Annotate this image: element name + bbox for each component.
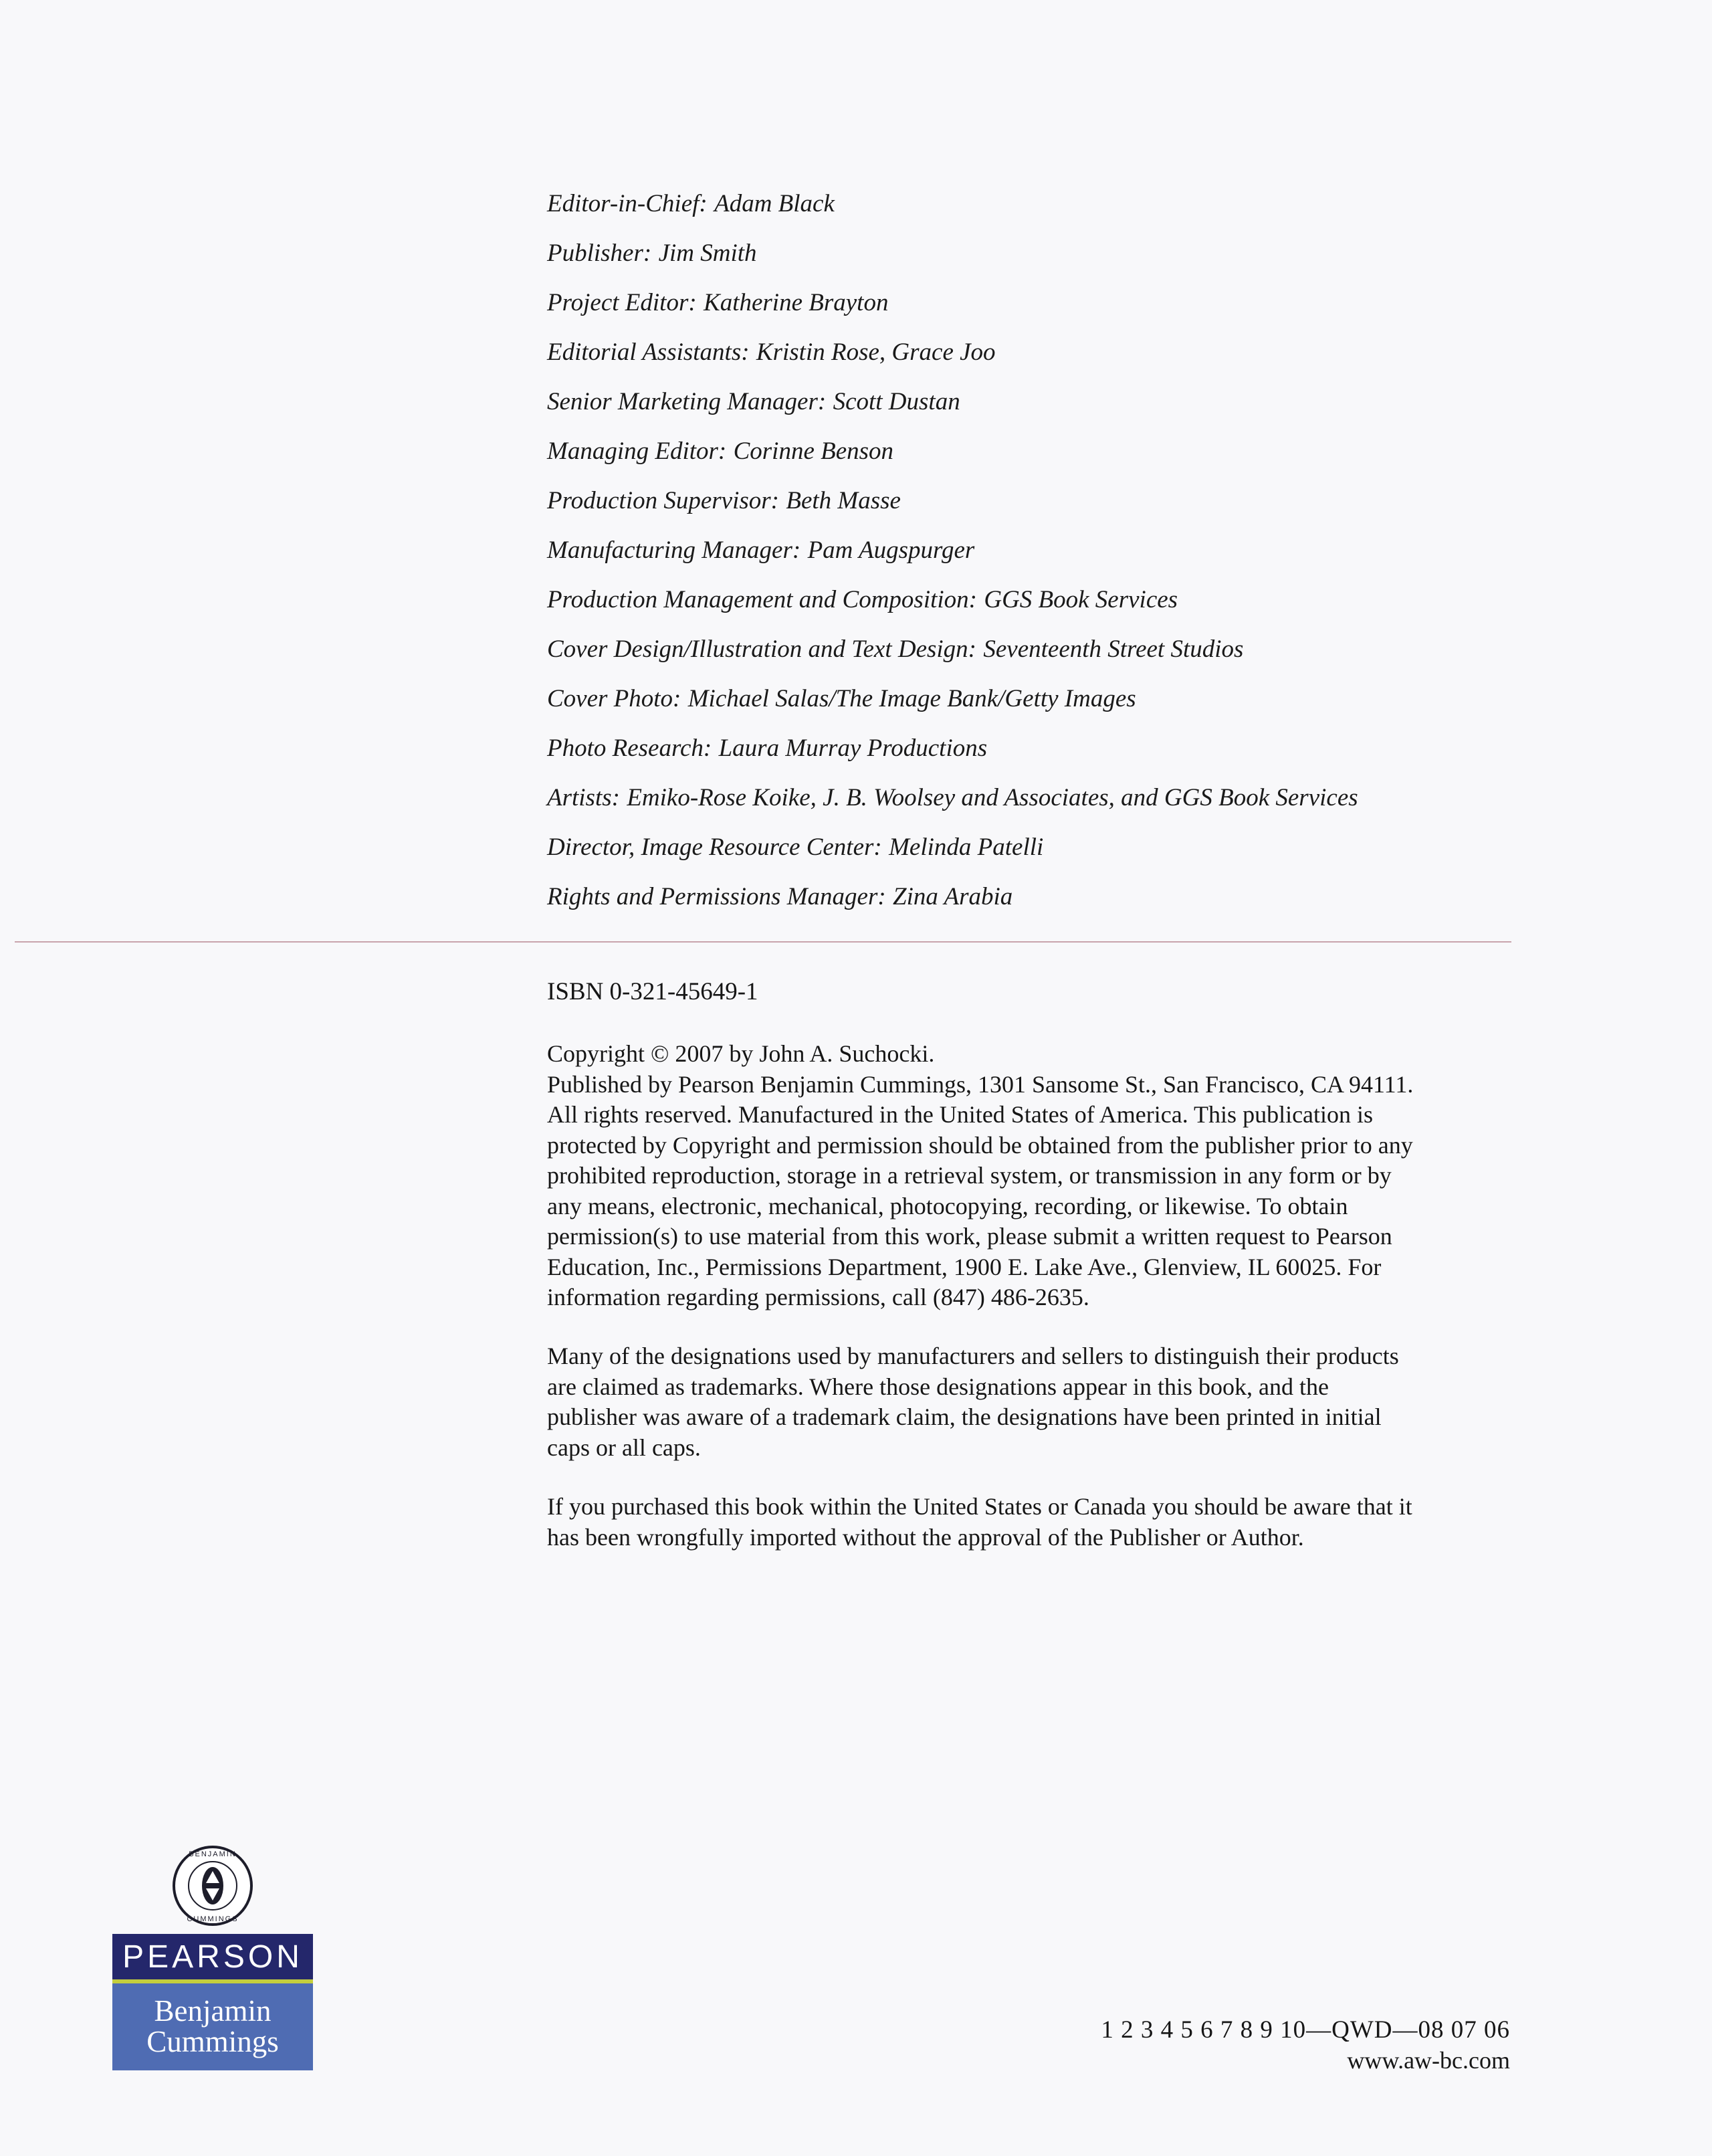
pearson-wordmark: PEARSON: [112, 1934, 313, 1979]
credit-production-supervisor: [547, 476, 1550, 526]
credit-role: Rights and Permissions Manager:: [547, 883, 886, 910]
credit-role: Cover Design/Illustration and Text Design:: [547, 635, 976, 663]
credit-role: Project Editor:: [547, 289, 697, 316]
credit-name: GGS Book Services: [984, 586, 1178, 613]
credit-name: Adam Black: [714, 190, 835, 217]
credit-role: Senior Marketing Manager:: [547, 388, 827, 415]
credit-name: Corinne Benson: [733, 437, 894, 465]
credit-role: Manufacturing Manager:: [547, 536, 801, 564]
credit-role: Photo Research:: [547, 734, 712, 762]
credit-role: Managing Editor:: [547, 437, 727, 465]
credit-name: Laura Murray Productions: [718, 734, 988, 762]
credit-role: Production Supervisor:: [547, 487, 780, 514]
svg-text:CUMMINGS: CUMMINGS: [187, 1915, 239, 1923]
credit-name: Seventeenth Street Studios: [983, 635, 1244, 663]
credit-role: Editor-in-Chief:: [547, 190, 708, 217]
trademark-paragraph: Many of the designations used by manufacturers and sellers to distinguish their products are claimed as trademarks. Where those designations appear in this book, and the publisher was aware of a trademark claim, the designations have been printed in initial caps or all caps.: [547, 1343, 1399, 1461]
pearson-logo-box: [112, 1934, 313, 2070]
import-notice-paragraph: If you purchased this book within the United States or Canada you should be aware that it has been wrongfully imported without the approval of the Publisher or Author.: [547, 1493, 1412, 1551]
credit-name: Emiko-Rose Koike, J. B. Woolsey and Associates, and GGS Book Services: [627, 784, 1358, 811]
credit-role: Editorial Assistants:: [547, 338, 750, 366]
imprint-line-1: Benjamin: [154, 1994, 272, 2028]
credit-role: Cover Photo:: [547, 685, 681, 712]
credit-cover-photo: [547, 674, 1550, 724]
isbn: ISBN 0-321-45649-1: [547, 978, 758, 1005]
imprint-wordmark: [112, 1983, 313, 2070]
credit-role: Production Management and Composition:: [547, 586, 977, 613]
svg-text:BENJAMIN: BENJAMIN: [189, 1850, 237, 1858]
credit-name: Zina Arabia: [893, 883, 1013, 910]
credit-name: Melinda Patelli: [889, 834, 1044, 861]
credit-senior-marketing-manager: [547, 377, 1550, 427]
credit-name: Beth Masse: [786, 487, 901, 514]
credit-project-editor: [547, 278, 1550, 328]
credit-artists: [547, 773, 1550, 823]
publisher-logo: [112, 1843, 313, 2070]
imprint-line-2: Cummings: [146, 2025, 279, 2058]
copyright-paragraph: Copyright © 2007 by John A. Suchocki. Published by Pearson Benjamin Cummings, 1301 Sansome St., San Francisco, CA 94111. All rights reserved. Manufactured in the United States of America. This publication is protected by Copyright and permission should be obtained from the publisher prior to any prohibited reproduction, storage in a retrieval system, or transmission in any form or by any means, electronic, mechanical, photocopying, recording, or likewise. To obtain permission(s) to use material from this work, please submit a written request to Pearson Education, Inc., Permissions Department, 1900 E. Lake Ave., Glenview, IL 60025. For information regarding permissions, call (847) 486-2635.: [547, 1040, 1414, 1310]
credit-publisher: [547, 229, 1550, 278]
website-url: www.aw-bc.com: [1347, 2047, 1510, 2074]
credit-photo-research: [547, 724, 1550, 773]
credit-name: Pam Augspurger: [807, 536, 975, 564]
credit-cover-design: [547, 625, 1550, 674]
credit-name: Michael Salas/The Image Bank/Getty Images: [687, 685, 1136, 712]
credit-rights-permissions: [547, 872, 1550, 922]
credit-name: Jim Smith: [658, 239, 757, 267]
credit-name: Scott Dustan: [833, 388, 960, 415]
section-divider: [15, 941, 1511, 943]
printing-line: 1 2 3 4 5 6 7 8 9 10—QWD—08 07 06: [1101, 2016, 1510, 2044]
credits-list: [547, 179, 1550, 922]
credit-editor-in-chief: [547, 179, 1550, 229]
credit-director-image-resource: [547, 823, 1550, 872]
benjamin-cummings-emblem-icon: [170, 1843, 255, 1929]
credit-role: Artists:: [547, 784, 620, 811]
credit-role: Publisher:: [547, 239, 652, 267]
credit-manufacturing-manager: [547, 526, 1550, 575]
credit-managing-editor: [547, 427, 1550, 476]
credit-role: Director, Image Resource Center:: [547, 834, 882, 861]
credit-name: Kristin Rose, Grace Joo: [756, 338, 996, 366]
credit-production-management: [547, 575, 1550, 625]
credit-name: Katherine Brayton: [704, 289, 889, 316]
credit-editorial-assistants: [547, 328, 1550, 377]
